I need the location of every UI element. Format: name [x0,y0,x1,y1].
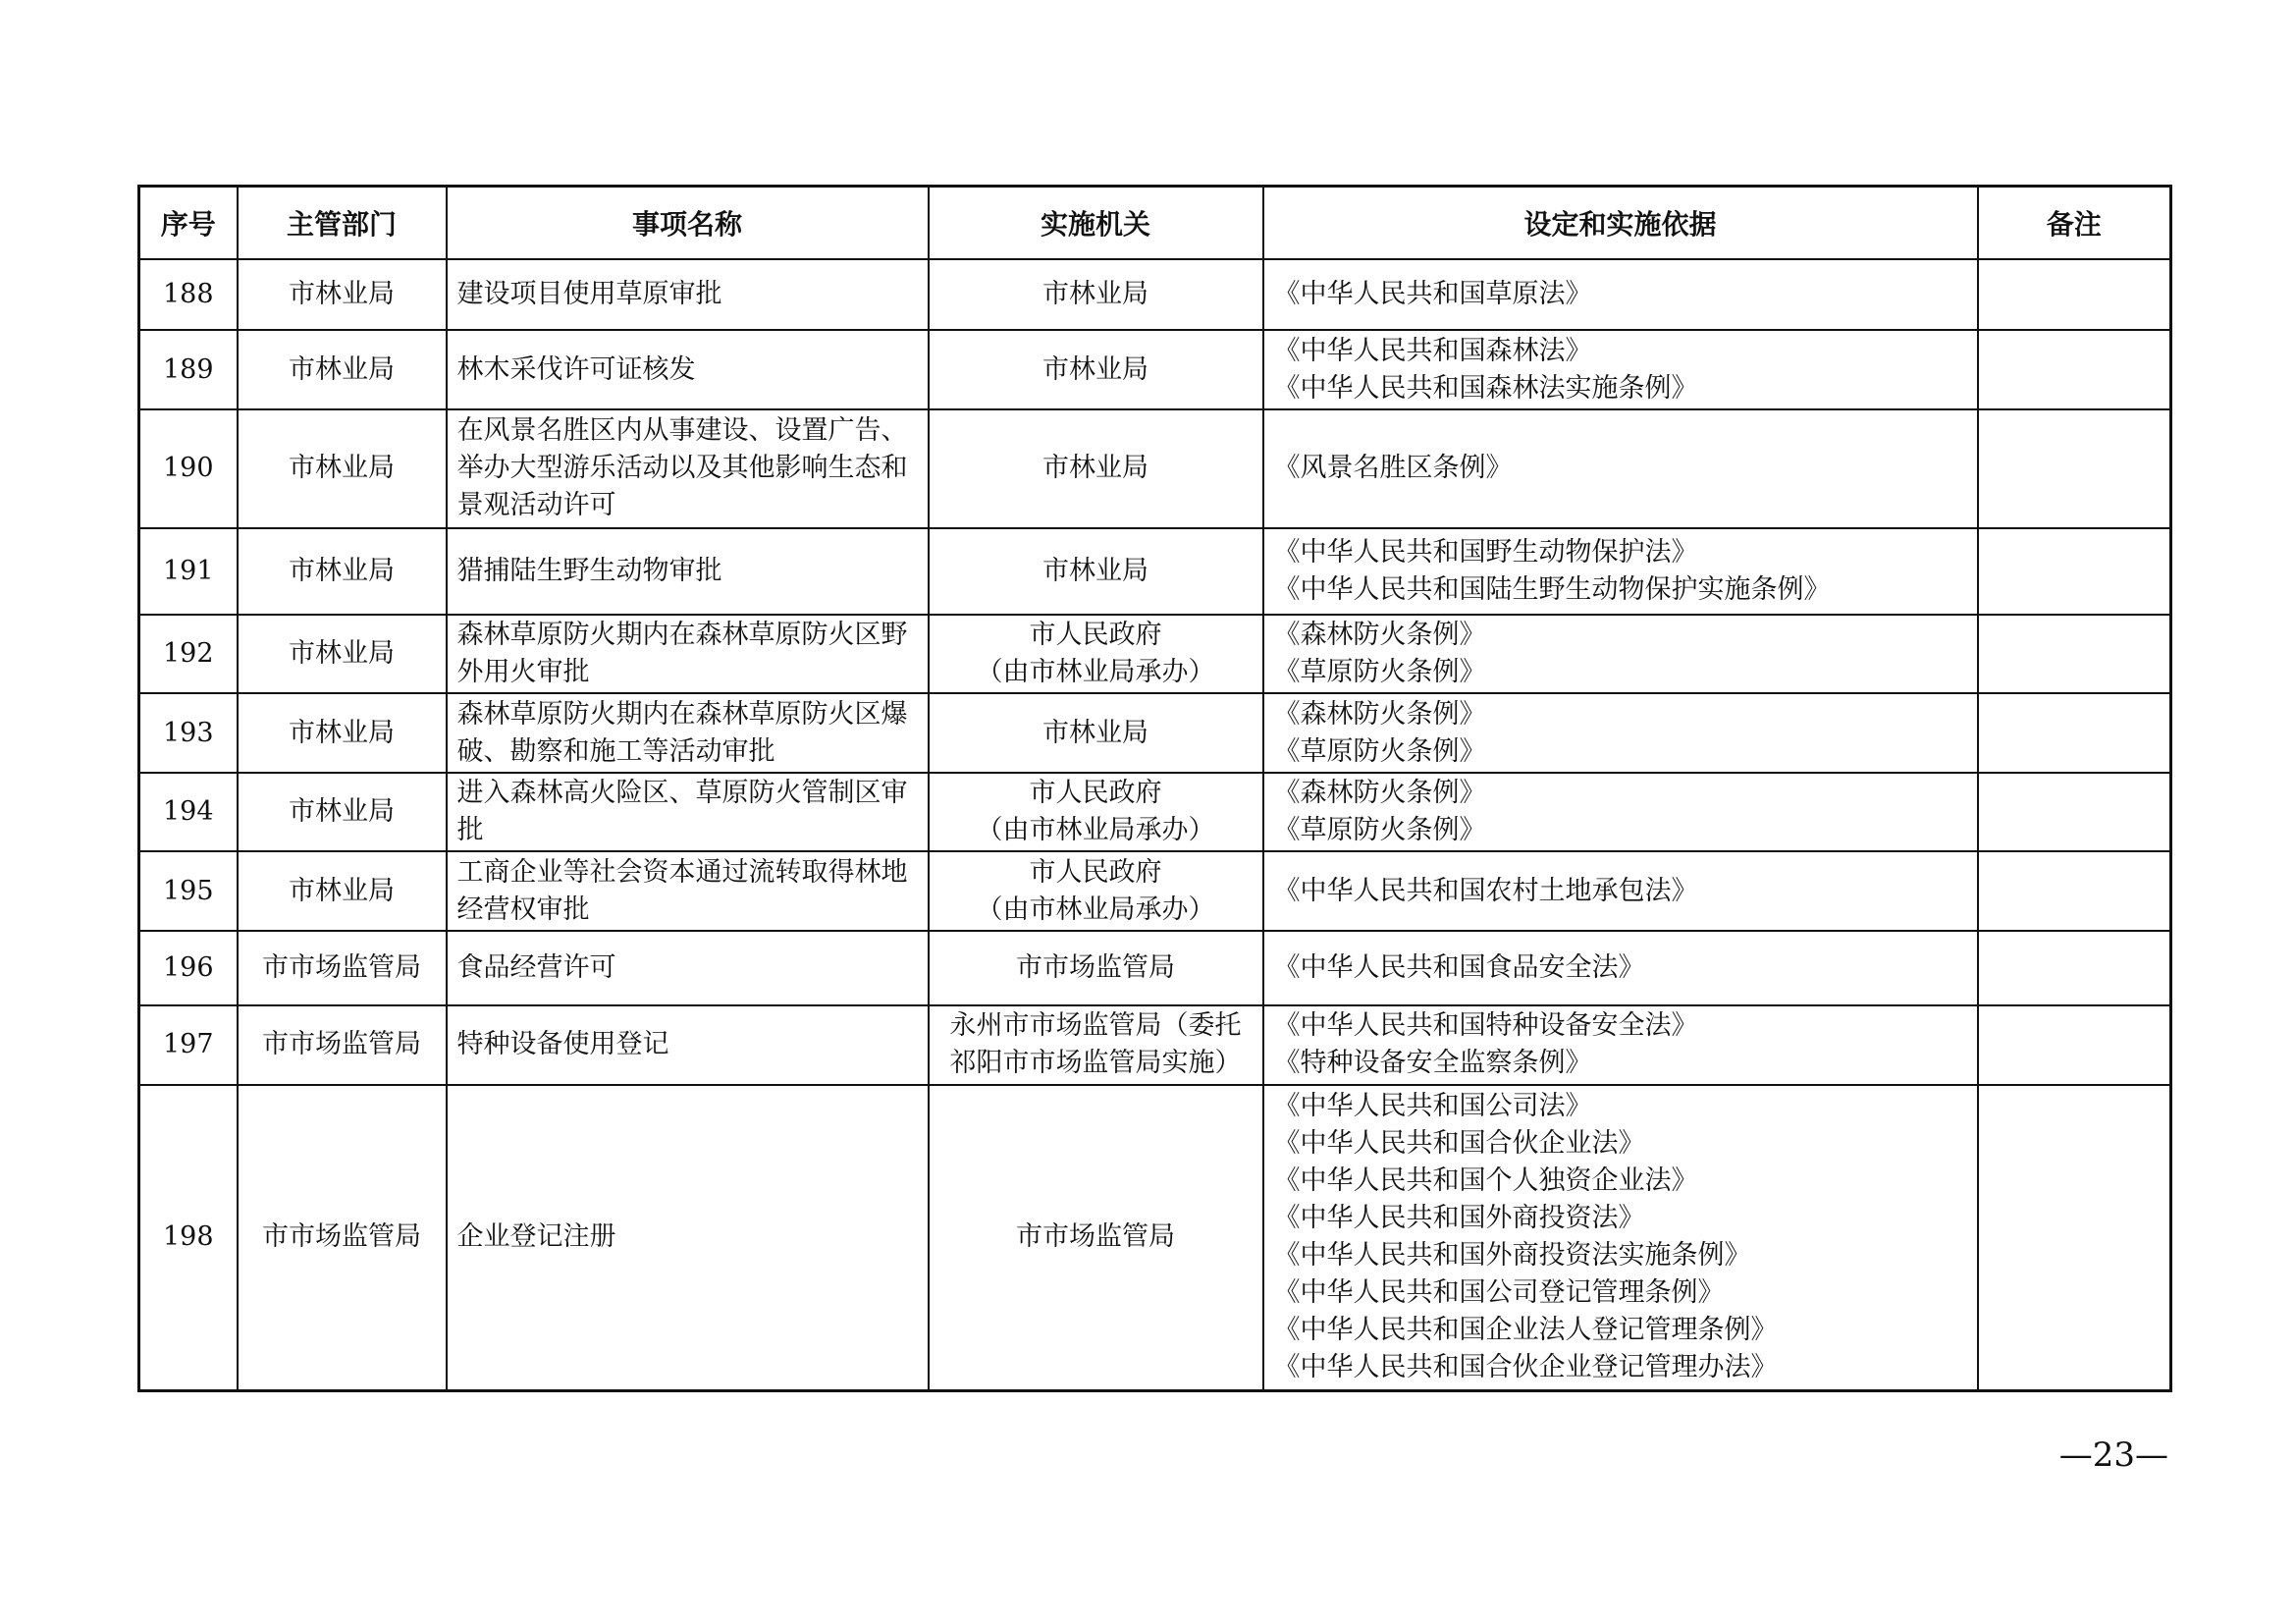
row-dept: 市林业局 [238,409,447,528]
row-dept: 市林业局 [238,851,447,930]
table-row [139,259,2171,330]
row-dept: 市林业局 [238,773,447,851]
row-basis: 《中华人民共和国特种设备安全法》 《特种设备安全监察条例》 [1263,1005,1978,1084]
row-dept: 市林业局 [238,615,447,693]
row-remark [1978,693,2171,772]
row-agency: 市市场监管局 [929,931,1263,1005]
row-dept: 市市场监管局 [238,1005,447,1084]
row-remark [1978,851,2171,930]
row-basis: 《森林防火条例》 《草原防火条例》 [1263,615,1978,693]
row-no: 191 [139,528,238,615]
header-name: 事项名称 [447,187,929,260]
table-row [139,1085,2171,1391]
row-dept: 市市场监管局 [238,1085,447,1391]
table-row [139,773,2171,851]
row-name: 森林草原防火期内在森林草原防火区爆破、勘察和施工等活动审批 [447,693,929,772]
row-no: 190 [139,409,238,528]
table-row [139,693,2171,772]
row-agency: 市人民政府 （由市林业局承办） [929,615,1263,693]
row-name: 工商企业等社会资本通过流转取得林地经营权审批 [447,851,929,930]
row-remark [1978,528,2171,615]
row-name: 企业登记注册 [447,1085,929,1391]
row-name: 建设项目使用草原审批 [447,259,929,330]
row-agency: 市林业局 [929,259,1263,330]
row-remark [1978,1085,2171,1391]
table-row [139,528,2171,615]
row-basis: 《中华人民共和国草原法》 [1263,259,1978,330]
row-basis: 《中华人民共和国农村土地承包法》 [1263,851,1978,930]
row-agency: 市林业局 [929,528,1263,615]
row-basis: 《风景名胜区条例》 [1263,409,1978,528]
page-number: —23— [2058,1435,2168,1475]
row-no: 198 [139,1085,238,1391]
row-agency: 市人民政府 （由市林业局承办） [929,773,1263,851]
row-basis: 《中华人民共和国公司法》 《中华人民共和国合伙企业法》 《中华人民共和国个人独资企业法》 《中华人民共和国外商投资法》 《中华人民共和国外商投资法实施条例》 《中华人民共和国公司登记管理条例》 《中华人民共和国企业法人登记管理条例》 《中华人民共和国合伙企业登记管理办法》 [1263,1085,1978,1391]
row-name: 林木采伐许可证核发 [447,330,929,408]
header-remark: 备注 [1978,187,2171,260]
row-dept: 市林业局 [238,330,447,408]
header-no: 序号 [139,187,238,260]
row-no: 194 [139,773,238,851]
row-remark [1978,773,2171,851]
row-remark [1978,259,2171,330]
row-name: 食品经营许可 [447,931,929,1005]
table-row [139,330,2171,408]
row-agency: 永州市市场监管局（委托 祁阳市市场监管局实施） [929,1005,1263,1084]
row-remark [1978,330,2171,408]
row-dept: 市林业局 [238,259,447,330]
row-name: 猎捕陆生野生动物审批 [447,528,929,615]
table-row [139,615,2171,693]
row-name: 在风景名胜区内从事建设、设置广告、举办大型游乐活动以及其他影响生态和景观活动许可 [447,409,929,528]
row-agency: 市林业局 [929,693,1263,772]
row-remark [1978,615,2171,693]
row-agency: 市市场监管局 [929,1085,1263,1391]
row-agency: 市人民政府 （由市林业局承办） [929,851,1263,930]
row-no: 193 [139,693,238,772]
approval-items-table [137,185,2172,1392]
document-page [137,185,2169,1392]
row-remark [1978,931,2171,1005]
row-remark [1978,1005,2171,1084]
row-dept: 市林业局 [238,693,447,772]
row-basis: 《中华人民共和国森林法》 《中华人民共和国森林法实施条例》 [1263,330,1978,408]
row-dept: 市林业局 [238,528,447,615]
row-no: 189 [139,330,238,408]
row-remark [1978,409,2171,528]
header-dept: 主管部门 [238,187,447,260]
table-row [139,409,2171,528]
row-agency: 市林业局 [929,330,1263,408]
row-no: 192 [139,615,238,693]
table-row [139,1005,2171,1084]
row-basis: 《中华人民共和国野生动物保护法》 《中华人民共和国陆生野生动物保护实施条例》 [1263,528,1978,615]
row-agency: 市林业局 [929,409,1263,528]
row-name: 进入森林高火险区、草原防火管制区审批 [447,773,929,851]
table-header-row [139,187,2171,260]
row-name: 特种设备使用登记 [447,1005,929,1084]
row-dept: 市市场监管局 [238,931,447,1005]
row-basis: 《森林防火条例》 《草原防火条例》 [1263,773,1978,851]
row-name: 森林草原防火期内在森林草原防火区野外用火审批 [447,615,929,693]
header-basis: 设定和实施依据 [1263,187,1978,260]
header-agency: 实施机关 [929,187,1263,260]
table-row [139,851,2171,930]
row-no: 196 [139,931,238,1005]
row-no: 197 [139,1005,238,1084]
row-no: 188 [139,259,238,330]
row-basis: 《中华人民共和国食品安全法》 [1263,931,1978,1005]
row-no: 195 [139,851,238,930]
row-basis: 《森林防火条例》 《草原防火条例》 [1263,693,1978,772]
table-row [139,931,2171,1005]
